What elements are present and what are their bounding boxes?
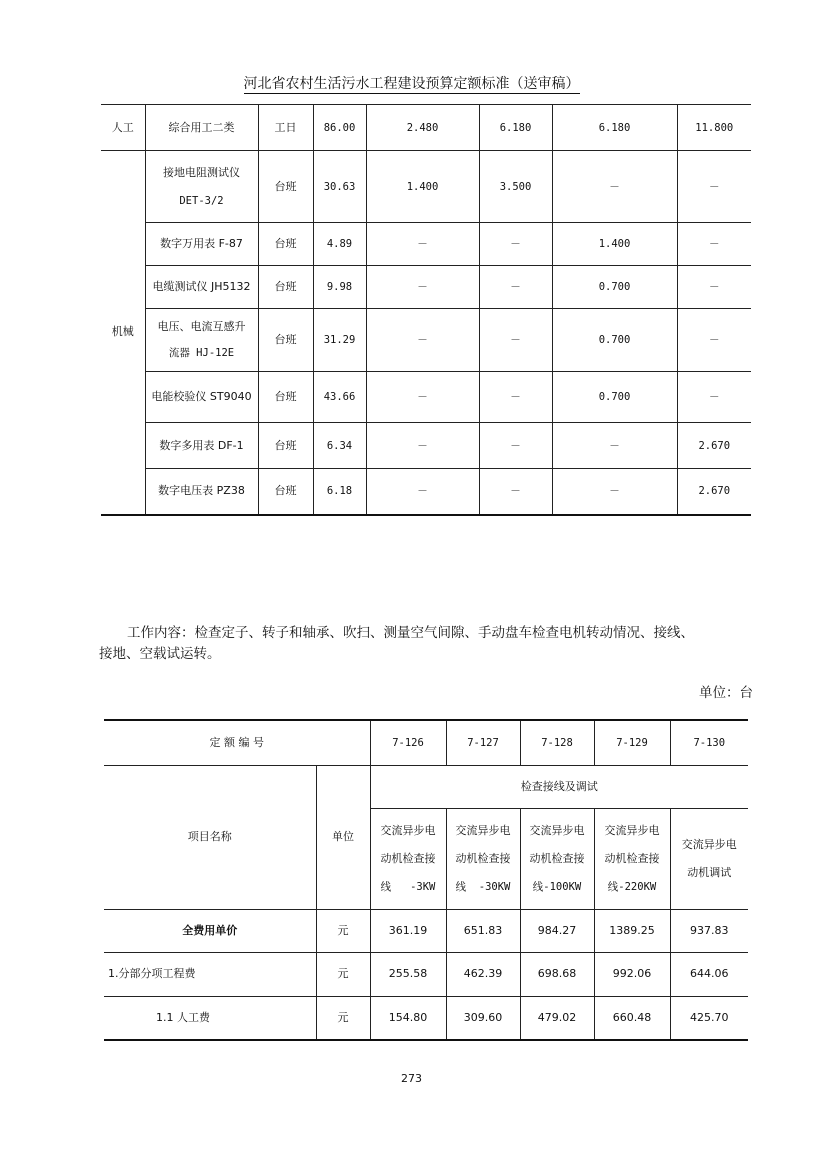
unit-cell: 台班 — [258, 372, 313, 423]
machine-row — [101, 266, 751, 309]
machine-group-label: 机械 — [101, 151, 145, 515]
quota-label: 定 额 编 号 — [104, 720, 370, 765]
machine-name-cell: 电能校验仪 ST9040 — [145, 372, 258, 423]
quota-code: 7-129 — [594, 720, 670, 765]
price-cell: 86.00 — [313, 105, 366, 151]
value-cell: 0.700 — [552, 266, 677, 309]
price-cell: 43.66 — [313, 372, 366, 423]
row-value: 1389.25 — [594, 909, 670, 952]
value-cell: － — [479, 266, 552, 309]
sub-header: 交流异步电 动机检查接 线 -30KW — [446, 808, 520, 909]
value-cell: － — [677, 266, 751, 309]
value-cell: 1.400 — [552, 223, 677, 266]
price-cell: 30.63 — [313, 151, 366, 223]
value-cell: － — [677, 223, 751, 266]
value-cell: － — [366, 309, 479, 372]
unit-label: 单位：台 — [699, 685, 753, 701]
value-cell: 6.180 — [552, 105, 677, 151]
value-cell: － — [552, 469, 677, 515]
row-value: 992.06 — [594, 952, 670, 996]
group-header: 检查接线及调试 — [370, 765, 748, 808]
labor-row — [101, 105, 751, 151]
row-value: 984.27 — [520, 909, 594, 952]
sub-header: 交流异步电 动机检查接 线-220KW — [594, 808, 670, 909]
machine-name-cell: 数字万用表 F-87 — [145, 223, 258, 266]
machine-name-cell: 电缆测试仪 JH5132 — [145, 266, 258, 309]
quota-code: 7-130 — [670, 720, 748, 765]
table-row — [104, 952, 748, 996]
quota-code-row — [104, 720, 748, 765]
value-cell: － — [479, 423, 552, 469]
machine-row — [101, 423, 751, 469]
value-cell: 2.670 — [677, 469, 751, 515]
value-cell: － — [552, 423, 677, 469]
row-unit: 元 — [316, 996, 370, 1040]
page-number: 273 — [401, 1072, 422, 1085]
page-title: 河北省农村生活污水工程建设预算定额标准（送审稿） — [243, 76, 580, 92]
quota-code: 7-128 — [520, 720, 594, 765]
machine-row — [101, 223, 751, 266]
table-row — [104, 909, 748, 952]
value-cell: － — [479, 469, 552, 515]
value-cell: － — [677, 151, 751, 223]
row-value: 255.58 — [370, 952, 446, 996]
row-unit: 元 — [316, 952, 370, 996]
price-cell: 4.89 — [313, 223, 366, 266]
quota-code: 7-127 — [446, 720, 520, 765]
sub-header: 交流异步电 动机检查接 线-100KW — [520, 808, 594, 909]
value-cell: 0.700 — [552, 372, 677, 423]
value-cell: 0.700 — [552, 309, 677, 372]
category-cell: 人工 — [101, 105, 145, 151]
row-name: 1.分部分项工程费 — [104, 952, 316, 996]
price-cell: 6.34 — [313, 423, 366, 469]
value-cell: － — [366, 423, 479, 469]
value-cell: － — [366, 223, 479, 266]
machine-name-cell: 接地电阻测试仪 DET-3/2 — [145, 151, 258, 223]
row-value: 479.02 — [520, 996, 594, 1040]
row-value: 644.06 — [670, 952, 748, 996]
unit-cell: 工日 — [258, 105, 313, 151]
row-unit: 元 — [316, 909, 370, 952]
value-cell: － — [366, 266, 479, 309]
unit-header: 单位 — [316, 765, 370, 909]
value-cell: 3.500 — [479, 151, 552, 223]
quota-table — [104, 719, 748, 1041]
value-cell: 1.400 — [366, 151, 479, 223]
unit-cell: 台班 — [258, 423, 313, 469]
group-header-row — [104, 765, 748, 808]
row-value: 660.48 — [594, 996, 670, 1040]
row-value: 154.80 — [370, 996, 446, 1040]
value-cell: － — [366, 469, 479, 515]
row-value: 937.83 — [670, 909, 748, 952]
machine-row — [101, 469, 751, 515]
row-value: 462.39 — [446, 952, 520, 996]
value-cell: － — [552, 151, 677, 223]
machine-row — [101, 309, 751, 372]
row-value: 425.70 — [670, 996, 748, 1040]
value-cell: 2.480 — [366, 105, 479, 151]
row-value: 651.83 — [446, 909, 520, 952]
row-value: 309.60 — [446, 996, 520, 1040]
value-cell: 11.800 — [677, 105, 751, 151]
value-cell: － — [677, 372, 751, 423]
machine-row — [101, 151, 751, 223]
value-cell: － — [479, 372, 552, 423]
quota-code: 7-126 — [370, 720, 446, 765]
sub-header: 交流异步电 动机调试 — [670, 808, 748, 909]
row-value: 361.19 — [370, 909, 446, 952]
value-cell: 6.180 — [479, 105, 552, 151]
machine-row — [101, 372, 751, 423]
unit-cell: 台班 — [258, 223, 313, 266]
value-cell: － — [677, 309, 751, 372]
row-name: 1.1 人工费 — [104, 996, 316, 1040]
item-name-header: 项目名称 — [104, 765, 316, 909]
machine-name-cell: 数字多用表 DF-1 — [145, 423, 258, 469]
unit-cell: 台班 — [258, 469, 313, 515]
value-cell: 2.670 — [677, 423, 751, 469]
price-cell: 6.18 — [313, 469, 366, 515]
unit-cell: 台班 — [258, 266, 313, 309]
item-name-cell: 综合用工二类 — [145, 105, 258, 151]
resource-table — [101, 104, 751, 516]
value-cell: － — [479, 223, 552, 266]
price-cell: 31.29 — [313, 309, 366, 372]
sub-header: 交流异步电 动机检查接 线 -3KW — [370, 808, 446, 909]
table-row — [104, 996, 748, 1040]
row-value: 698.68 — [520, 952, 594, 996]
value-cell: － — [366, 372, 479, 423]
machine-name-cell: 数字电压表 PZ38 — [145, 469, 258, 515]
unit-cell: 台班 — [258, 309, 313, 372]
work-content: 工作内容：检查定子、转子和轴承、吹扫、测量空气间隙、手动盘车检查电机转动情况、接线、 接地、空载试运转。 — [99, 625, 694, 662]
value-cell: － — [479, 309, 552, 372]
machine-name-cell: 电压、电流互感升 流器 HJ-12E — [145, 309, 258, 372]
price-cell: 9.98 — [313, 266, 366, 309]
unit-cell: 台班 — [258, 151, 313, 223]
row-name: 全费用单价 — [104, 909, 316, 952]
